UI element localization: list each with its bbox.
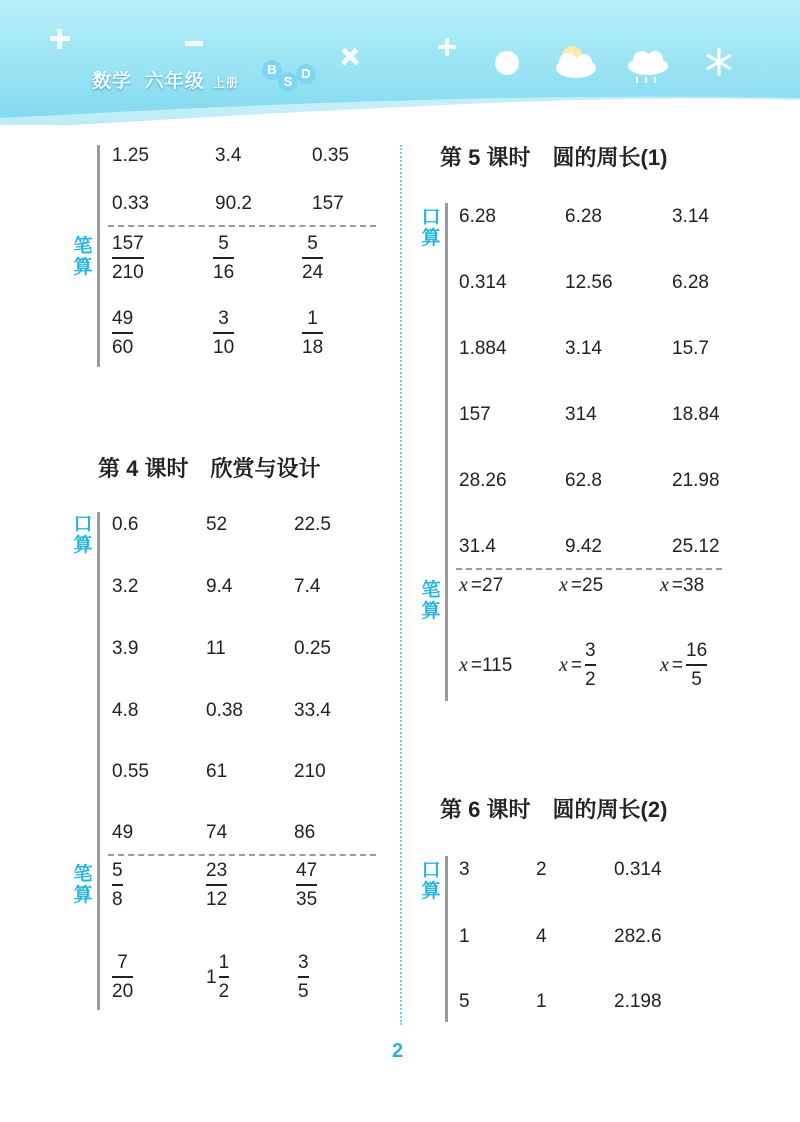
answer: 0.25 [294, 638, 331, 659]
edition-letter-s: S [278, 72, 298, 92]
answer: 21.98 [672, 470, 720, 491]
mixed-number-answer: 1 $\frac{1}{2}$ [206, 952, 230, 1002]
answer: 11 [206, 638, 226, 659]
answer: 6.28 [672, 272, 709, 293]
fraction-answer: 3 5 [298, 952, 309, 1002]
answer: 210 [294, 761, 326, 782]
fraction-answer: 5 16 [213, 233, 235, 283]
edition-letter-d: D [296, 64, 316, 84]
oral-label: 口算 [421, 207, 441, 249]
fraction-answer: 1 18 [302, 308, 324, 358]
answer: 28.26 [459, 470, 507, 491]
answer: 7.4 [294, 576, 321, 597]
answer: 3.14 [565, 338, 602, 359]
answer: 5 [459, 991, 470, 1012]
lesson5-title: 第 5 课时 圆的周长(1) [440, 145, 668, 170]
answer: 0.38 [206, 700, 243, 721]
fraction-answer: 5 8 [112, 860, 123, 910]
header-banner [0, 0, 800, 125]
answer: 0.314 [459, 272, 507, 293]
section-rule [445, 203, 448, 701]
fraction-answer: 5 24 [302, 233, 324, 283]
answer: 0.55 [112, 761, 149, 782]
answer: 9.4 [206, 576, 233, 597]
oral-label: 口算 [421, 860, 441, 902]
answer: 62.8 [565, 470, 602, 491]
header-subject: 数学 [92, 71, 133, 92]
answer: 61 [206, 761, 228, 782]
answer: 25.12 [672, 536, 720, 557]
answer: 15.7 [672, 338, 709, 359]
answer: 1.25 [112, 145, 149, 166]
answer: 31.4 [459, 536, 496, 557]
answer: 86 [294, 822, 316, 843]
answer: 90.2 [215, 193, 252, 214]
dashed-separator [108, 854, 376, 856]
answer: 4.8 [112, 700, 139, 721]
answer: 2.198 [614, 991, 662, 1012]
page-number: 2 [392, 1040, 404, 1062]
answer: 52 [206, 514, 228, 535]
answer: 4 [536, 926, 547, 947]
equation-fraction-answer: x = $\frac{3}{2}$ [559, 640, 596, 690]
written-label: 笔算 [73, 236, 93, 278]
answer: 157 [312, 193, 344, 214]
fraction-answer: 23 12 [206, 860, 228, 910]
answer: 157 [459, 404, 491, 425]
header-brand [92, 66, 239, 93]
answer: 2 [536, 859, 547, 880]
equation-fraction-answer: x = $\frac{16}{5}$ [660, 640, 708, 690]
answer: 0.6 [112, 514, 139, 535]
answer: 1 [536, 991, 547, 1012]
written-label: 笔算 [73, 864, 93, 906]
equation-answer: x = 27 [459, 574, 504, 596]
header-volume: 上册 [212, 76, 239, 90]
answer: 0.33 [112, 193, 149, 214]
answer: 49 [112, 822, 134, 843]
answer: 1 [459, 926, 470, 947]
answer: 18.84 [672, 404, 720, 425]
equation-answer: x = 115 [459, 654, 513, 676]
minus-icon [185, 41, 203, 46]
fraction-answer: 157 210 [112, 233, 144, 283]
answer: 9.42 [565, 536, 602, 557]
fraction-answer: 47 35 [296, 860, 318, 910]
edition-letter-b: B [262, 60, 282, 80]
dashed-separator [456, 568, 722, 570]
equation-answer: x = 25 [559, 574, 604, 596]
equation-answer: x = 38 [660, 574, 705, 596]
fraction-answer: 7 20 [112, 952, 134, 1002]
answer: 33.4 [294, 700, 331, 721]
lesson4-title: 第 4 课时 欣赏与设计 [98, 456, 321, 481]
answer: 0.35 [312, 145, 349, 166]
answer: 22.5 [294, 514, 331, 535]
dashed-separator [108, 225, 376, 227]
fraction-answer: 3 10 [213, 308, 235, 358]
answer: 3.4 [215, 145, 242, 166]
answer: 12.56 [565, 272, 613, 293]
answer: 282.6 [614, 926, 662, 947]
sun-icon [495, 51, 519, 75]
column-divider [400, 145, 402, 1025]
oral-label: 口算 [73, 514, 93, 556]
answer: 1.884 [459, 338, 507, 359]
answer: 3.9 [112, 638, 139, 659]
written-label: 笔算 [421, 580, 441, 622]
page-header [0, 0, 800, 125]
answer: 3 [459, 859, 470, 880]
answer: 314 [565, 404, 597, 425]
answer: 6.28 [565, 206, 602, 227]
fraction-answer: 49 60 [112, 308, 134, 358]
answer: 0.314 [614, 859, 662, 880]
answer: 74 [206, 822, 228, 843]
section-rule [445, 856, 448, 1022]
answer: 3.14 [672, 206, 709, 227]
header-grade: 六年级 [144, 71, 205, 92]
section-rule [97, 512, 100, 1010]
lesson6-title: 第 6 课时 圆的周长(2) [440, 797, 668, 822]
answer: 6.28 [459, 206, 496, 227]
section-rule [97, 145, 100, 367]
answer: 3.2 [112, 576, 139, 597]
